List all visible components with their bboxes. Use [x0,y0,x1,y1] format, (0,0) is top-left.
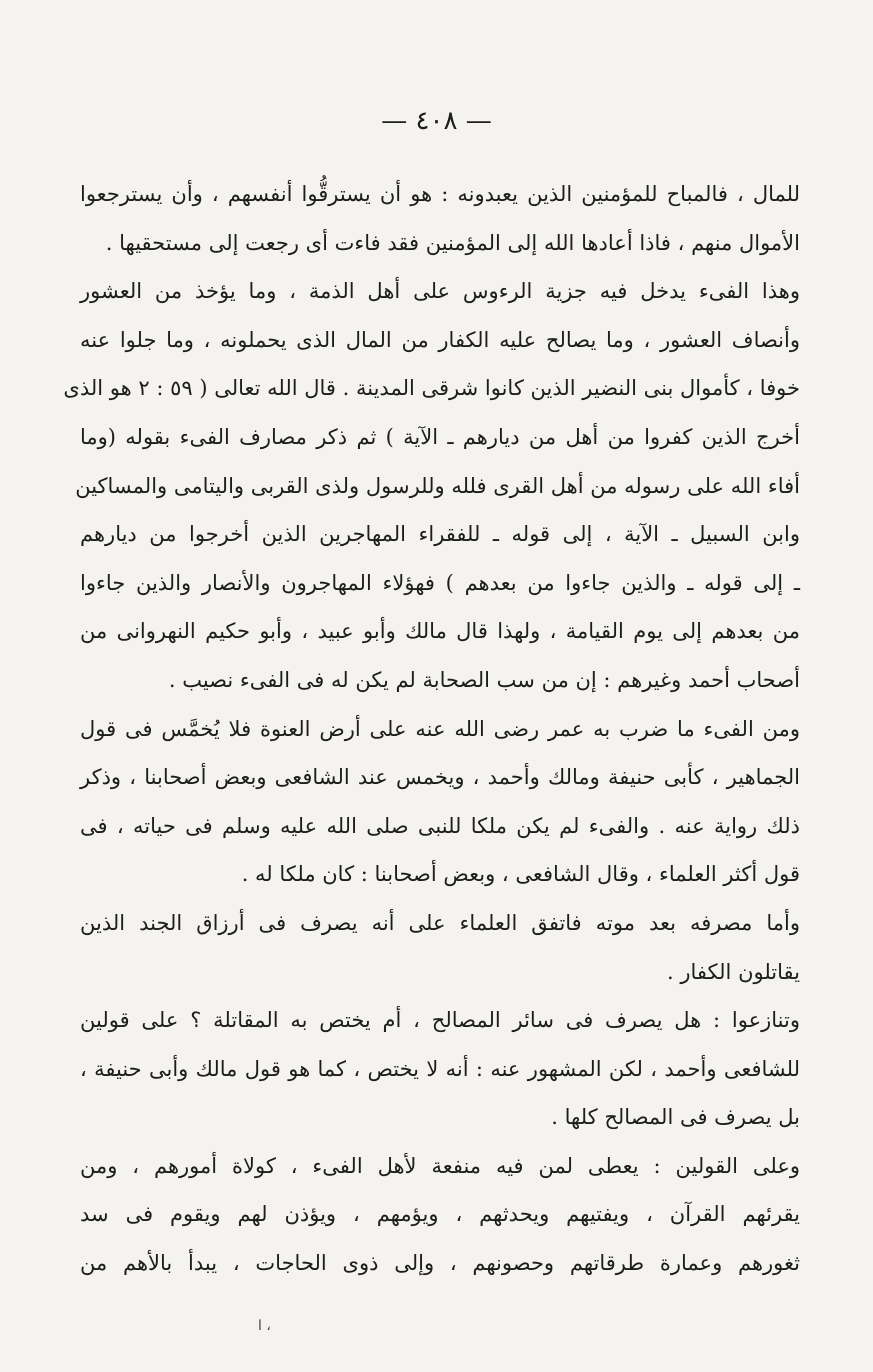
text-line: أصحاب أحمد وغيرهم : إن من سب الصحابة لم يكن له فى الفىء نصيب . [168,667,800,692]
footer-mark: ا ، [258,1318,271,1334]
text-line: من بعدهم إلى يوم القيامة ، ولهذا قال مالك وأبو عبيد ، وأبو حكيم النهروانى من [80,619,800,644]
text-line: ثغورهم وعمارة طرقاتهم وحصونهم ، وإلى ذوى الحاجات ، يبدأ بالأهم من [80,1251,800,1276]
text-line: وعلى القولين : يعطى لمن فيه منفعة لأهل الفىء ، كولاة أمورهم ، ومن [80,1153,800,1178]
body-text [63,170,800,1288]
text-line: ـ إلى قوله ـ والذين جاءوا من بعدهم ) فهؤلاء المهاجرون والأنصار والذين جاءوا [80,570,800,595]
text-line: الأموال منهم ، فاذا أعادها الله إلى المؤمنين فقد فاءت أى رجعت إلى مستحقيها . [105,230,800,255]
text-line: وهذا الفىء يدخل فيه جزية الرءوس على أهل الذمة ، وما يؤخذ من العشور [80,279,800,304]
text-line: وأنصاف العشور ، وما يصالح عليه الكفار من المال الذى يحملونه ، وما جلوا عنه [80,327,800,352]
text-line: يقاتلون الكفار . [667,959,800,984]
text-line: بل يصرف فى المصالح كلها . [551,1105,800,1130]
text-line: ومن الفىء ما ضرب به عمر رضى الله عنه على أرض العنوة فلا يُخمَّس فى قول [80,716,800,741]
text-line: وابن السبيل ـ الآية ، إلى قوله ـ للفقراء المهاجرين الذين أخرجوا من ديارهم [80,522,800,547]
text-line: وأما مصرفه بعد موته فاتفق العلماء على أنه يصرف فى أرزاق الجند الذين [80,910,800,935]
text-line: الجماهير ، كأبى حنيفة ومالك وأحمد ، ويخمس عند الشافعى وبعض أصحابنا ، وذكر [80,765,800,790]
text-line: خوفا ، كأموال بنى النضير الذين كانوا شرقى المدينة . قال الله تعالى ( ٥٩ : ٢ هو الذى [63,376,800,401]
text-line: أخرج الذين كفروا من أهل من ديارهم ـ الآية ) ثم ذكر مصارف الفىء بقوله (وما [80,424,800,449]
text-line: قول أكثر العلماء ، وقال الشافعى ، وبعض أصحابنا : كان ملكا له . [241,862,800,887]
text-line: يقرئهم القرآن ، ويفتيهم ويحدثهم ، ويؤمهم ، ويؤذن لهم ويقوم فى سد [80,1202,800,1227]
text-line: وتنازعوا : هل يصرف فى سائر المصالح ، أم يختص به المقاتلة ؟ على قولين [80,1008,800,1033]
text-line: أفاء الله على رسوله من أهل القرى فلله وللرسول ولذى القربى واليتامى والمساكين [75,473,800,498]
text-line: للمال ، فالمباح للمؤمنين الذين يعبدونه : هو أن يسترقُّوا أنفسهم ، وأن يسترجعوا [80,182,800,206]
text-line: ذلك رواية عنه . والفىء لم يكن ملكا للنبى صلى الله عليه وسلم فى حياته ، فى [80,813,800,838]
text-line: للشافعى وأحمد ، لكن المشهور عنه : أنه لا يختص ، كما هو قول مالك وأبى حنيفة ، [80,1056,800,1081]
page-number: — ٤٠٨ — [381,106,492,136]
